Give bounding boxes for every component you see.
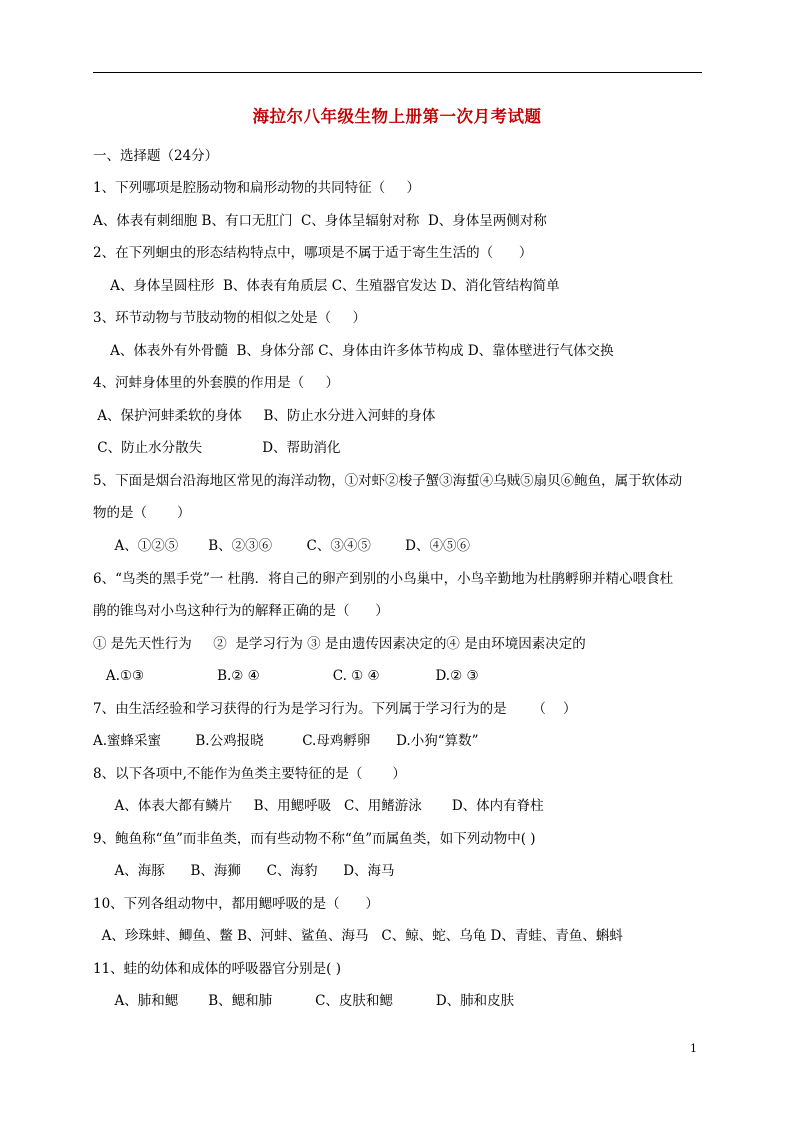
question-1-options: A、体表有刺细胞 B、有口无肛门 C、身体呈辐射对称 D、身体呈两侧对称 <box>93 213 547 229</box>
question-6-options: A.①③ B.② ④ C. ① ④ D.② ③ <box>93 668 479 684</box>
question-2-options: A、身体呈圆柱形 B、体表有角质层 C、生殖器官发达 D、消化管结构简单 <box>93 278 560 294</box>
question-9-options: A、海豚 B、海狮 C、海豹 D、海马 <box>93 863 395 879</box>
page-number: 1 <box>690 1042 697 1055</box>
question-6-cont: 鹃的锥鸟对小鸟这种行为的解释正确的是（ ） <box>93 603 389 619</box>
question-6: 6、“鸟类的黑手党”一 杜鹃．将自己的卵产到别的小鸟巢中，小鸟辛勤地为杜鹃孵卵并精心喂食杜 <box>93 571 674 587</box>
question-8-options: A、体表大都有鳞片 B、用鳃呼吸 C、用鳍游泳 D、体内有脊柱 <box>93 798 544 814</box>
question-7: 7、由生活经验和学习获得的行为是学习行为。下列属于学习行为的是 （ ） <box>93 701 577 717</box>
question-6-statements: ① 是先天性行为 ② 是学习行为 ③ 是由遗传因素决定的④ 是由环境因素决定的 <box>93 636 586 652</box>
page-title: 海拉尔八年级生物上册第一次月考试题 <box>252 107 542 126</box>
question-8: 8、以下各项中,不能作为鱼类主要特征的是（ ） <box>93 766 406 782</box>
question-11-options: A、肺和鳃 B、鳃和肺 C、皮肤和鳃 D、肺和皮肤 <box>93 993 515 1009</box>
question-7-options: A.蜜蜂采蜜 B.公鸡报晓 C.母鸡孵卵 D.小狗“算数” <box>93 733 479 749</box>
question-11: 11、蛙的幼体和成体的呼吸器官分别是( ) <box>93 961 342 977</box>
question-10: 10、下列各组动物中，都用鳃呼吸的是（ ） <box>93 896 379 912</box>
question-10-options: A、珍珠蚌、鲫鱼、鳖 B、河蚌、鲨鱼、海马 C、鲸、蛇、乌龟 D、青蛙、青鱼、蝌蚪 <box>93 928 623 944</box>
header-rule <box>93 72 702 73</box>
question-4-options-cd: C、防止水分散失 D、帮助消化 <box>93 440 341 456</box>
question-5: 5、下面是烟台沿海地区常见的海洋动物，①对虾②梭子蟹③海蜇④乌贼⑤扇贝⑥鲍鱼，属于软体动 <box>93 473 683 489</box>
question-3-options: A、体表外有外骨髓 B、身体分部 C、身体由许多体节构成 D、靠体壁进行气体交换 <box>93 343 614 359</box>
question-9: 9、鲍鱼称“鱼”而非鱼类，而有些动物不称“鱼”而属鱼类，如下列动物中( ) <box>93 831 536 847</box>
question-4: 4、河蚌身体里的外套膜的作用是（ ） <box>93 375 340 391</box>
question-3: 3、环节动物与节肢动物的相似之处是（ ） <box>93 310 367 326</box>
question-2: 2、在下列蛔虫的形态结构特点中，哪项是不属于适于寄生生活的（ ） <box>93 245 533 261</box>
section-heading: 一、选择题（24分） <box>93 148 219 164</box>
question-5-options: A、①②⑤ B、②③⑥ C、③④⑤ D、④⑤⑥ <box>93 538 470 554</box>
question-1: 1、下列哪项是腔肠动物和扁形动物的共同特征（ ） <box>93 180 421 196</box>
question-5-cont: 物的是（ ） <box>93 505 191 521</box>
question-4-options-ab: A、保护河蚌柔软的身体 B、防止水分进入河蚌的身体 <box>93 408 436 424</box>
